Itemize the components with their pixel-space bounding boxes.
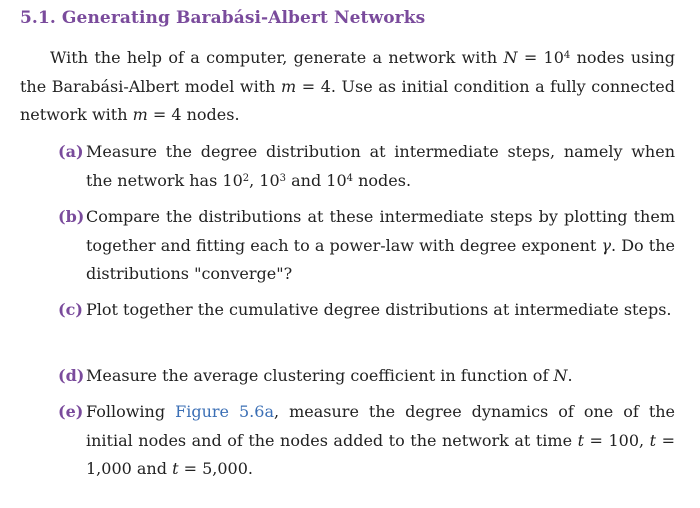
var-gamma: γ: [601, 235, 611, 255]
item-text: Plot together the cumulative degree distributions at intermediate steps.: [86, 300, 672, 319]
exercise-item-c: [58, 296, 675, 325]
exercise-item-a: [58, 138, 675, 195]
exercise-item-d: [58, 362, 675, 391]
exercise-item-e: [58, 398, 675, 484]
exponent: 4: [563, 50, 571, 61]
item-label: (d): [58, 366, 85, 385]
var-N: N: [553, 366, 568, 385]
var-t: t: [172, 459, 179, 478]
figure-link[interactable]: Figure 5.6a: [175, 402, 274, 421]
intro-text: = 4 nodes.: [147, 105, 240, 124]
var-N: N: [503, 48, 518, 67]
var-t: t: [577, 430, 585, 450]
intro-text: = 10: [517, 48, 564, 67]
var-m: m: [132, 105, 148, 124]
item-text: Compare the distributions at these intermediate steps by plotting them together and fitting each to a power-law with degree exponent γ. Do the distributions "converge"?: [86, 207, 675, 283]
intro-text: = 4. Use as initial condition a fully connected network with: [20, 76, 676, 124]
var-m: m: [281, 76, 297, 96]
exercise-item-b: [58, 203, 675, 289]
exponent: 3: [279, 172, 287, 184]
item-label: (c): [58, 300, 83, 319]
section-title: 5.1. Generating Barabási-Albert Networks: [20, 8, 426, 28]
intro-text: With the help of a computer, generate a network with: [50, 48, 504, 67]
item-label: (a): [58, 142, 84, 161]
item-label: (b): [58, 207, 85, 226]
item-label: (e): [58, 402, 84, 421]
item-text: Following Figure 5.6a, measure the degree dynamics of one of the initial nodes and of the nodes added to the network at time t = 100, t = 1,000 and t = 5,000.: [86, 402, 676, 478]
item-text: Measure the degree distribution at intermediate steps, namely when the network has $10^2$, $10^3$ and $10^4$ nodes.: [86, 142, 675, 190]
exponent: 2: [242, 172, 250, 184]
exponent: 4: [346, 172, 354, 184]
intro-text: nodes using the Barabási-Albert model with: [20, 48, 675, 96]
var-t: t: [649, 430, 657, 450]
intro-paragraph: [20, 44, 675, 130]
item-text: Measure the average clustering coefficient in function of N.: [86, 366, 573, 385]
